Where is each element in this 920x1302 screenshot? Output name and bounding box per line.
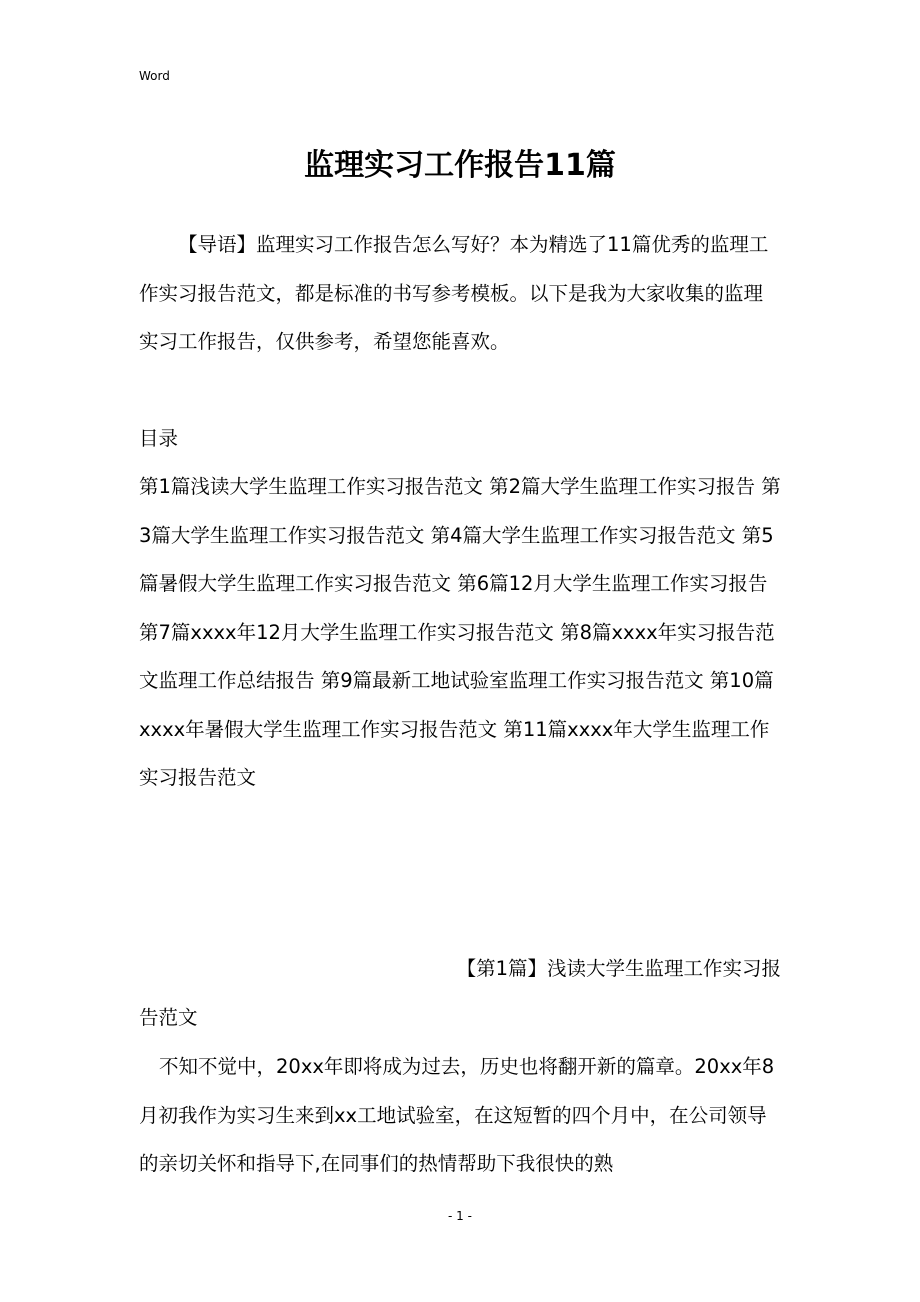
section-heading bbox=[139, 945, 781, 1042]
intro-paragraph: 【导语】监理实习工作报告怎么写好？本为精选了11篇优秀的监理工作实习报告范文，都是标准的书写参考模板。以下是我为大家收集的监理实习工作报告，仅供参考，希望您能喜欢。 bbox=[139, 233, 769, 353]
toc-heading: 目录 bbox=[139, 427, 179, 450]
section-heading-line1: 【第1篇】浅读大学生监理工作实习报 bbox=[456, 957, 781, 980]
page-number: - 1 - bbox=[448, 1209, 472, 1223]
section-heading-line2: 告范文 bbox=[139, 1005, 198, 1029]
section-body-paragraph: 不知不觉中，20xx年即将成为过去，历史也将翻开新的篇章。20xx年8月初我作为实习生来到xx工地试验室，在这短暂的四个月中，在公司领导的亲切关怀和指导下,在同事们的热情帮助下我很快的熟 bbox=[139, 1055, 775, 1175]
toc-list: 第1篇浅读大学生监理工作实习报告范文 第2篇大学生监理工作实习报告 第3篇大学生监理工作实习报告范文 第4篇大学生监理工作实习报告范文 第5篇暑假大学生监理工作实习报告范文 第6篇12月大学生监理工作实习报告 第7篇xxxx年12月大学生监理工作实习报告范文 第8篇xxxx年实习报告范文监理工作总结报告 第9篇最新工地试验室监理工作实习报告范文 第10篇xxxx年暑假大学生监理工作实习报告范文 第11篇xxxx年大学生监理工作实习报告范文 bbox=[139, 475, 781, 789]
document-title: 监理实习工作报告11篇 bbox=[304, 148, 616, 183]
header-label: Word bbox=[139, 69, 170, 83]
